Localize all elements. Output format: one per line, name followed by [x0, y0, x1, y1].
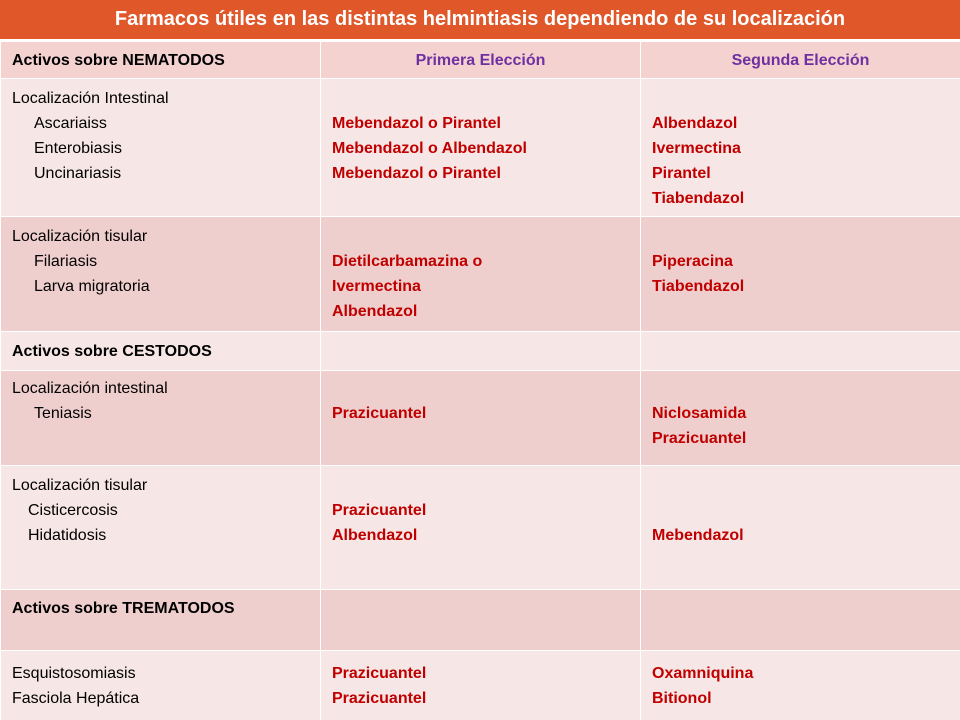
row-nematodos-tisular [1, 217, 960, 332]
disease-ascariasis: Ascariaiss [34, 115, 107, 132]
empty-cell [641, 332, 960, 371]
cell-location [1, 79, 321, 217]
cell-second-choice [641, 217, 960, 332]
drug: Albendazol [652, 115, 738, 132]
cell-second-choice [641, 79, 960, 217]
row-cestodos-header [1, 332, 960, 371]
cell-first-choice [321, 371, 641, 466]
cell-location [1, 466, 321, 590]
cell-location [1, 217, 321, 332]
slide-title: Farmacos útiles en las distintas helmintiasis dependiendo de su localización [0, 0, 960, 41]
drug: Tiabendazol [652, 190, 745, 207]
helminth-drug-table [0, 41, 960, 720]
location-heading: Localización tisular [12, 228, 148, 245]
cell-second-choice [641, 651, 960, 720]
drug: Oxamniquina [652, 665, 754, 682]
drug: Prazicuantel [332, 405, 427, 422]
header-segunda-eleccion: Segunda Elección [641, 42, 960, 79]
cell-first-choice [321, 217, 641, 332]
disease-hidatidosis: Hidatidosis [28, 527, 107, 544]
drug: Pirantel [652, 165, 711, 182]
disease-cisticercosis: Cisticercosis [28, 502, 118, 519]
disease-uncinariasis: Uncinariasis [34, 165, 122, 182]
table-header-row [1, 42, 960, 79]
cell-second-choice [641, 466, 960, 590]
drug: Prazicuantel [332, 502, 427, 519]
disease-enterobiasis: Enterobiasis [34, 140, 123, 157]
disease-teniasis: Teniasis [34, 405, 92, 422]
drug: Piperacina [652, 253, 733, 270]
row-trematodos-header [1, 590, 960, 651]
cell-location [1, 651, 321, 720]
cell-location [1, 371, 321, 466]
disease-larva-migratoria: Larva migratoria [34, 278, 150, 295]
empty-cell [321, 590, 641, 651]
drug: Tiabendazol [652, 278, 745, 295]
section-cestodos: Activos sobre CESTODOS [1, 332, 321, 371]
drug: Dietilcarbamazina o [332, 253, 483, 270]
location-heading: Localización intestinal [12, 380, 168, 397]
location-heading: Localización Intestinal [12, 90, 169, 107]
cell-first-choice [321, 651, 641, 720]
drug: Ivermectina [332, 278, 421, 295]
drug: Prazicuantel [652, 430, 747, 447]
drug: Ivermectina [652, 140, 741, 157]
empty-cell [641, 590, 960, 651]
row-cestodos-tisular [1, 466, 960, 590]
row-nematodos-intestinal [1, 79, 960, 217]
drug: Mebendazol o Pirantel [332, 115, 501, 132]
drug: Prazicuantel [332, 690, 427, 707]
empty-cell [321, 332, 641, 371]
header-nematodos: Activos sobre NEMATODOS [1, 42, 321, 79]
header-primera-eleccion: Primera Elección [321, 42, 641, 79]
disease-filariasis: Filariasis [34, 253, 98, 270]
cell-second-choice [641, 371, 960, 466]
cell-first-choice [321, 79, 641, 217]
disease-esquistosomiasis: Esquistosomiasis [12, 665, 136, 682]
cell-first-choice [321, 466, 641, 590]
drug: Prazicuantel [332, 665, 427, 682]
section-trematodos: Activos sobre TREMATODOS [1, 590, 321, 651]
drug: Albendazol [332, 303, 418, 320]
drug: Mebendazol [652, 527, 744, 544]
drug: Niclosamida [652, 405, 747, 422]
drug: Mebendazol o Pirantel [332, 165, 501, 182]
row-trematodos [1, 651, 960, 720]
location-heading: Localización tisular [12, 477, 148, 494]
drug: Albendazol [332, 527, 418, 544]
disease-fasciola-hepatica: Fasciola Hepática [12, 690, 140, 707]
drug: Mebendazol o Albendazol [332, 140, 527, 157]
drug: Bitionol [652, 690, 712, 707]
row-cestodos-intestinal [1, 371, 960, 466]
